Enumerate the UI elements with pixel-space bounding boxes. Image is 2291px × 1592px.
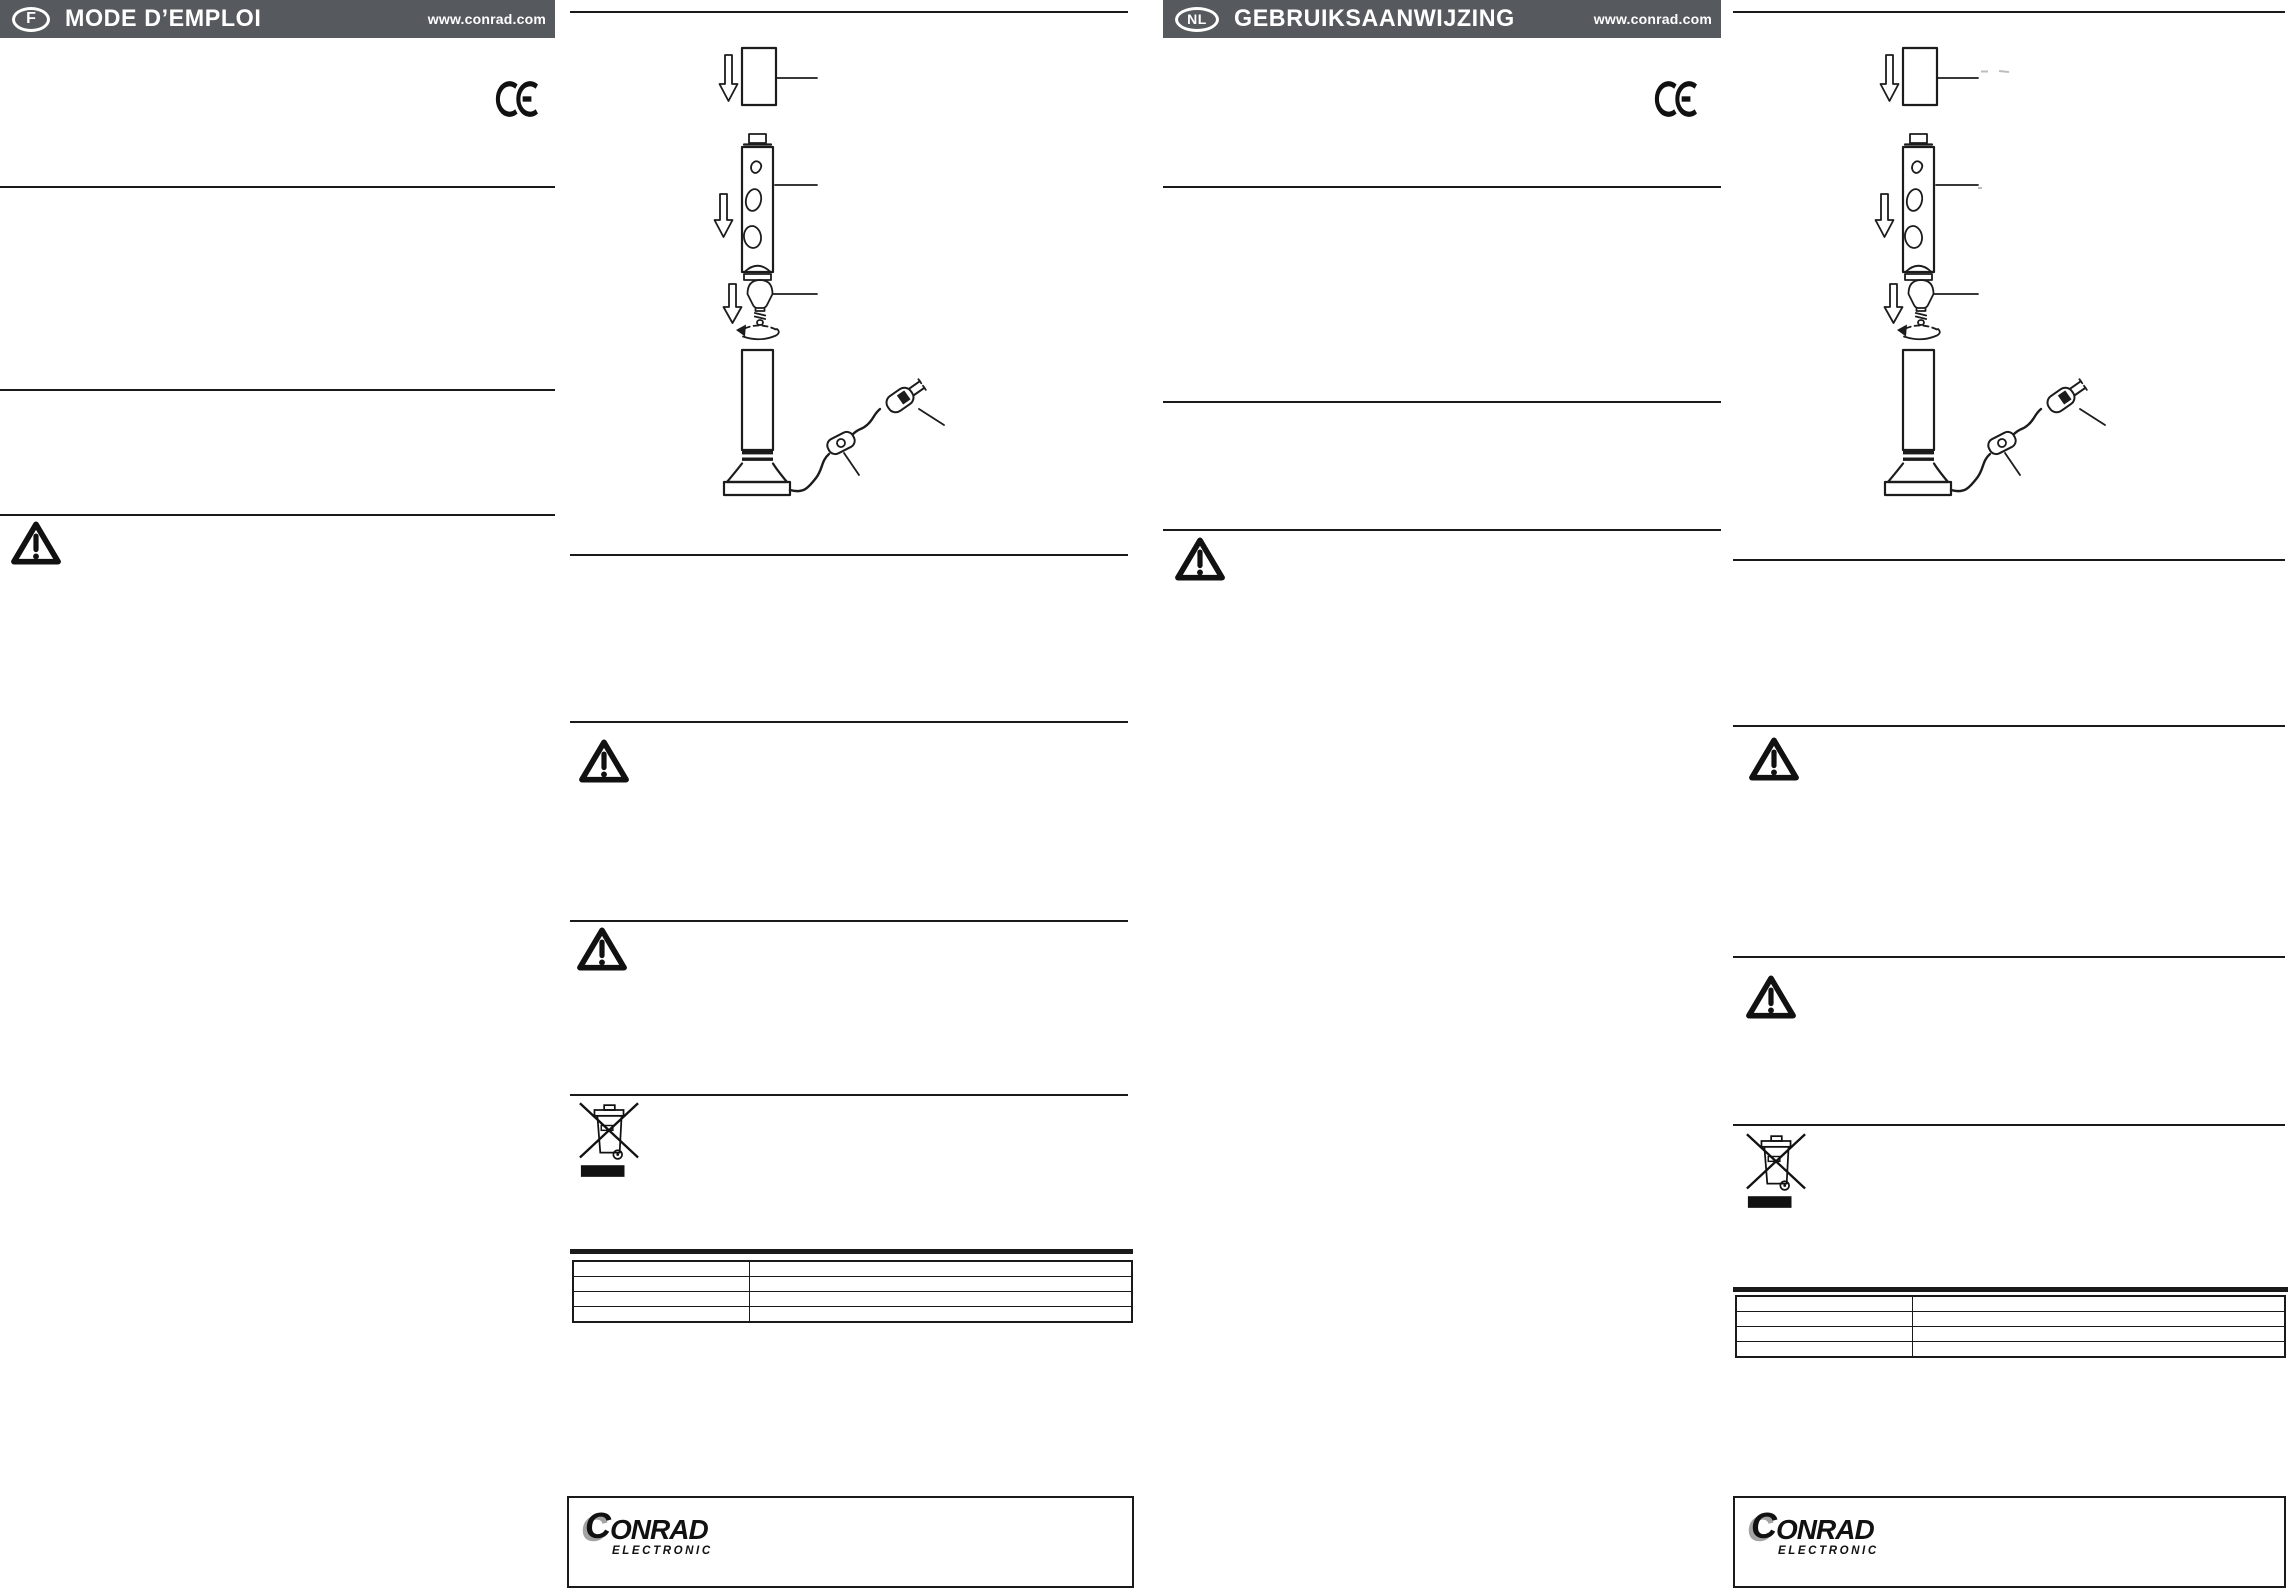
spec-cell — [573, 1277, 749, 1292]
publisher-box — [567, 1496, 1134, 1588]
lamp-assembly-diagram — [1851, 38, 2111, 508]
language-badge-nl: NL — [1175, 7, 1219, 32]
header-bar-nl — [1163, 0, 1721, 38]
section-divider — [1733, 725, 2285, 727]
warning-triangle-icon — [576, 925, 628, 973]
table-row — [573, 1307, 1132, 1323]
conrad-electronic-logo — [585, 1505, 713, 1558]
section-divider — [1733, 559, 2285, 561]
warning-triangle-icon — [1745, 973, 1797, 1021]
spec-table — [1735, 1295, 2286, 1358]
logo-letter-c: C — [1751, 1505, 1776, 1546]
section-divider-thick — [570, 1249, 1133, 1254]
table-row — [1736, 1342, 2285, 1358]
page-title-nl: GEBRUIKSAANWIJZING — [1234, 5, 1515, 32]
section-divider-thick — [1733, 1287, 2288, 1292]
table-row — [1736, 1312, 2285, 1327]
logo-wordmark: ONRAD — [610, 1514, 708, 1545]
weee-crossed-out-bin-icon — [578, 1100, 640, 1182]
section-divider — [0, 389, 555, 391]
section-divider — [1163, 401, 1721, 403]
warning-triangle-icon — [1748, 735, 1800, 783]
spec-table — [572, 1260, 1133, 1323]
logo-subtitle: ELECTRONIC — [1778, 1545, 1879, 1557]
section-divider — [1163, 529, 1721, 531]
section-divider — [0, 514, 555, 516]
section-divider — [570, 11, 1128, 13]
spec-cell — [573, 1307, 749, 1323]
section-divider — [1733, 956, 2285, 958]
section-divider — [1163, 186, 1721, 188]
ce-mark-icon — [492, 79, 546, 119]
spec-cell — [1912, 1312, 2285, 1327]
section-divider — [570, 920, 1128, 922]
publisher-box — [1733, 1496, 2286, 1588]
spec-cell — [1736, 1296, 1912, 1312]
table-row — [1736, 1327, 2285, 1342]
table-row — [573, 1292, 1132, 1307]
spec-cell — [749, 1261, 1132, 1277]
section-divider — [570, 1094, 1128, 1096]
page-title-fr: MODE D’EMPLOI — [65, 5, 262, 32]
table-row — [573, 1277, 1132, 1292]
language-badge-fr: F — [12, 7, 50, 32]
section-divider — [570, 554, 1128, 556]
spec-cell — [749, 1292, 1132, 1307]
lamp-assembly-diagram — [690, 38, 950, 508]
spec-cell — [1912, 1296, 2285, 1312]
table-row — [1736, 1296, 2285, 1312]
spec-cell — [1912, 1342, 2285, 1358]
table-row — [573, 1261, 1132, 1277]
spec-cell — [1736, 1342, 1912, 1358]
logo-subtitle: ELECTRONIC — [612, 1545, 713, 1557]
spec-cell — [1736, 1327, 1912, 1342]
weee-crossed-out-bin-icon — [1745, 1131, 1807, 1213]
section-divider — [1733, 1124, 2285, 1126]
spec-cell — [749, 1307, 1132, 1323]
header-bar-fr — [0, 0, 555, 38]
warning-triangle-icon — [10, 519, 62, 567]
warning-triangle-icon — [1174, 535, 1226, 583]
spec-cell — [573, 1261, 749, 1277]
spec-cell — [1912, 1327, 2285, 1342]
warning-triangle-icon — [578, 737, 630, 785]
website-url: www.conrad.com — [427, 11, 546, 27]
logo-letter-c: C — [585, 1505, 610, 1546]
section-divider — [1733, 11, 2285, 13]
spec-cell — [1736, 1312, 1912, 1327]
faded-label-marks — [1978, 71, 2009, 188]
ce-mark-icon — [1651, 79, 1705, 119]
section-divider — [0, 186, 555, 188]
spec-cell — [573, 1292, 749, 1307]
section-divider — [570, 721, 1128, 723]
logo-wordmark: ONRAD — [1776, 1514, 1874, 1545]
conrad-electronic-logo — [1751, 1505, 1879, 1558]
spec-cell — [749, 1277, 1132, 1292]
website-url: www.conrad.com — [1593, 11, 1712, 27]
